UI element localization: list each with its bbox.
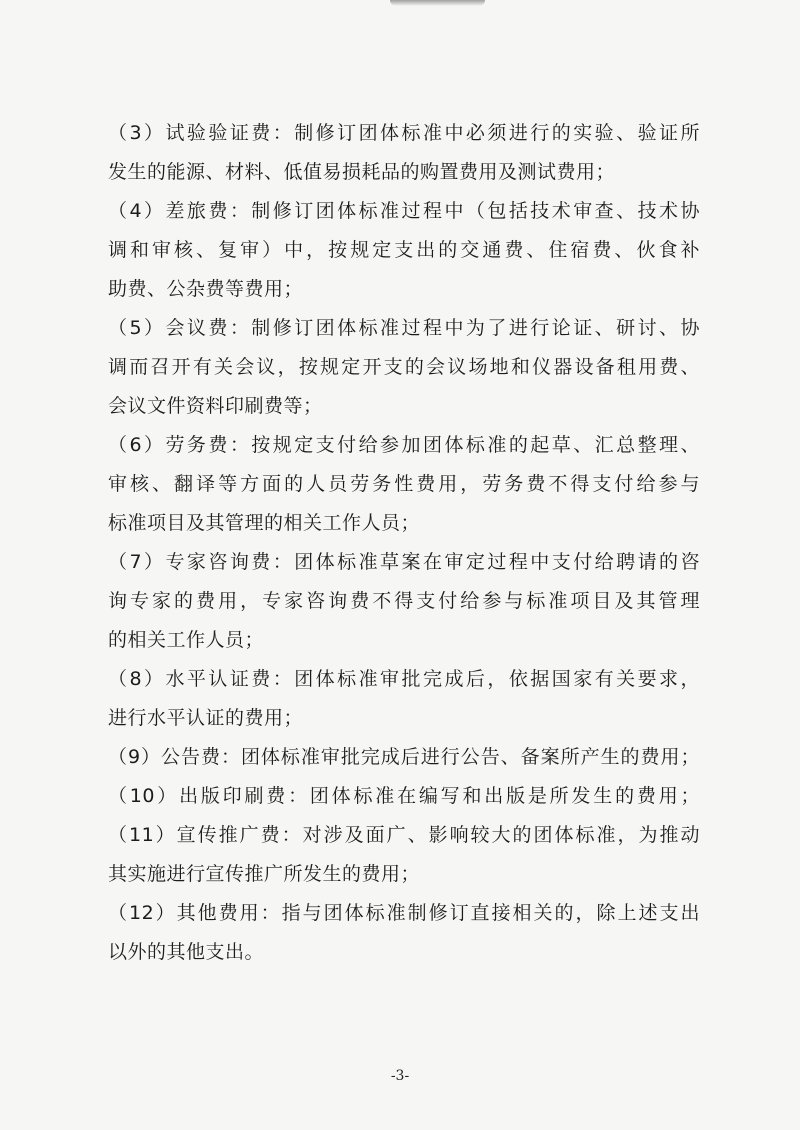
text-line: 以外的其他支出。 <box>108 941 265 963</box>
text-line: （10）出版印刷费：团体标准在编写和出版是所发生的费用； <box>108 785 700 807</box>
text-line: 审核、翻译等方面的人员劳务性费用，劳务费不得支付给参与 <box>108 473 700 495</box>
text-line: 助费、公杂费等费用； <box>108 278 304 300</box>
scan-edge-mark <box>390 0 485 6</box>
text-line: 调和审核、复审）中，按规定支出的交通费、住宿费、伙食补 <box>108 239 700 261</box>
text-line: （12）其他费用：指与团体标准制修订直接相关的，除上述支出 <box>108 902 700 924</box>
text-line: 询专家的费用，专家咨询费不得支付给参与标准项目及其管理 <box>108 590 700 612</box>
page-number: -3- <box>390 1068 410 1084</box>
body-text <box>108 114 700 972</box>
text-line: （8）水平认证费：团体标准审批完成后，依据国家有关要求， <box>108 668 700 690</box>
text-line: 发生的能源、材料、低值易损耗品的购置费用及测试费用； <box>108 161 616 183</box>
text-line: （4）差旅费：制修订团体标准过程中（包括技术审查、技术协 <box>108 200 700 222</box>
text-line: （7）专家咨询费：团体标准草案在审定过程中支付给聘请的咨 <box>108 551 700 573</box>
text-line: （11）宣传推广费：对涉及面广、影响较大的团体标准，为推动 <box>108 824 700 846</box>
text-line: （3）试验验证费：制修订团体标准中必须进行的实验、验证所 <box>108 122 700 144</box>
text-line: 进行水平认证的费用； <box>108 707 304 729</box>
text-line: （9）公告费：团体标准审批完成后进行公告、备案所产生的费用； <box>108 746 700 768</box>
text-line: 会议文件资料印刷费等； <box>108 395 323 417</box>
text-line: 调而召开有关会议，按规定开支的会议场地和仪器设备租用费、 <box>108 356 700 378</box>
text-line: 的相关工作人员； <box>108 629 265 651</box>
text-line: 其实施进行宣传推广所发生的费用； <box>108 863 421 885</box>
text-line: 标准项目及其管理的相关工作人员； <box>108 512 421 534</box>
text-line: （5）会议费：制修订团体标准过程中为了进行论证、研讨、协 <box>108 317 700 339</box>
text-line: （6）劳务费：按规定支付给参加团体标准的起草、汇总整理、 <box>108 434 700 456</box>
